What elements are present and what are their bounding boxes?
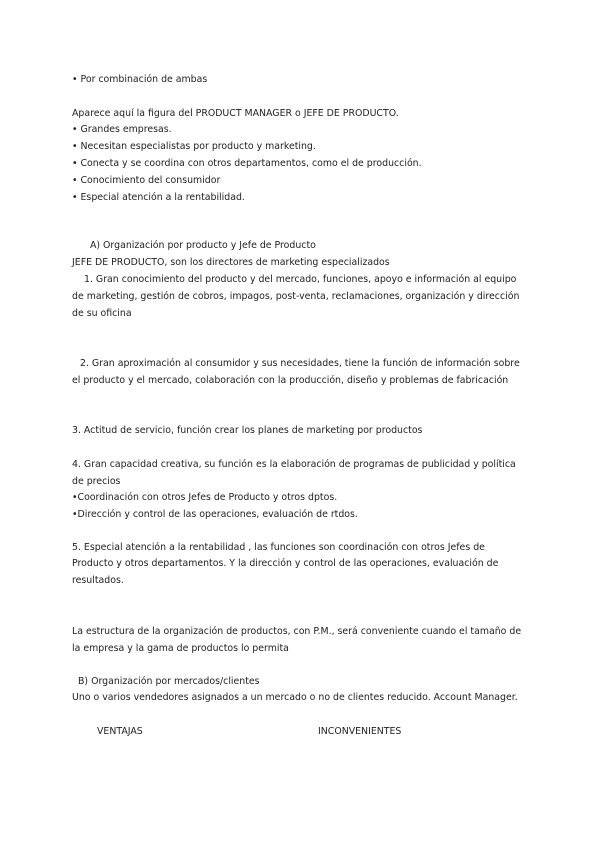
item2-line: 2. Gran aproximación al consumidor y sus necesidades, tiene la función de información sobre (80, 358, 520, 369)
conclusion-line: la empresa y la gama de productos lo permita (72, 643, 289, 654)
bullet-item: • Necesitan especialistas por producto y marketing. (72, 141, 316, 152)
conclusion-line: La estructura de la organización de productos, con P.M., será conveniente cuando el tamaño de (72, 626, 522, 637)
section-a-subheading: JEFE DE PRODUCTO, son los directores de marketing especializados (72, 257, 390, 268)
section-a-heading: A) Organización por producto y Jefe de Producto (90, 240, 316, 251)
bullet-combined: • Por combinación de ambas (72, 74, 208, 85)
item5-line: Producto y otros departamentos. Y la dirección y control de las operaciones, evaluación de (72, 558, 499, 569)
item2-line: el producto y el mercado, colaboración con la producción, diseño y problemas de fabricación (72, 375, 509, 386)
bullet-item: • Grandes empresas. (72, 124, 172, 135)
item1-line: de su oficina (72, 308, 132, 319)
inconvenientes-column-header: INCONVENIENTES (318, 726, 402, 737)
section-b-description: Uno o varios vendedores asignados a un mercado o no de clientes reducido. Account Manager. (72, 692, 518, 703)
item4-bullet: •Coordinación con otros Jefes de Producto y otros dptos. (72, 492, 338, 503)
item5-line: 5. Especial atención a la rentabilidad , las funciones son coordinación con otros Jefes de (72, 542, 485, 553)
item4-bullet: •Dirección y control de las operaciones, evaluación de rtdos. (72, 509, 358, 520)
item1-line: de marketing, gestión de cobros, impagos, post-venta, reclamaciones, organización y dirección (72, 291, 520, 302)
bullet-item: • Conecta y se coordina con otros departamentos, como el de producción. (72, 158, 422, 169)
item1-line: 1. Gran conocimiento del producto y del mercado, funciones, apoyo e información al equipo (84, 274, 517, 285)
bullet-item: • Conocimiento del consumidor (72, 175, 221, 186)
bullet-item: • Especial atención a la rentabilidad. (72, 192, 245, 203)
figure-line: Aparece aquí la figura del PRODUCT MANAGER o JEFE DE PRODUCTO. (72, 108, 399, 119)
item4-line: 4. Gran capacidad creativa, su función es la elaboración de programas de publicidad y política (72, 459, 516, 470)
item4-line: de precios (72, 476, 121, 487)
item3-line: 3. Actitud de servicio, función crear los planes de marketing por productos (72, 425, 423, 436)
section-b-heading: B) Organización por mercados/clientes (78, 676, 260, 687)
ventajas-column-header: VENTAJAS (97, 726, 143, 737)
item5-line: resultados. (72, 575, 124, 586)
